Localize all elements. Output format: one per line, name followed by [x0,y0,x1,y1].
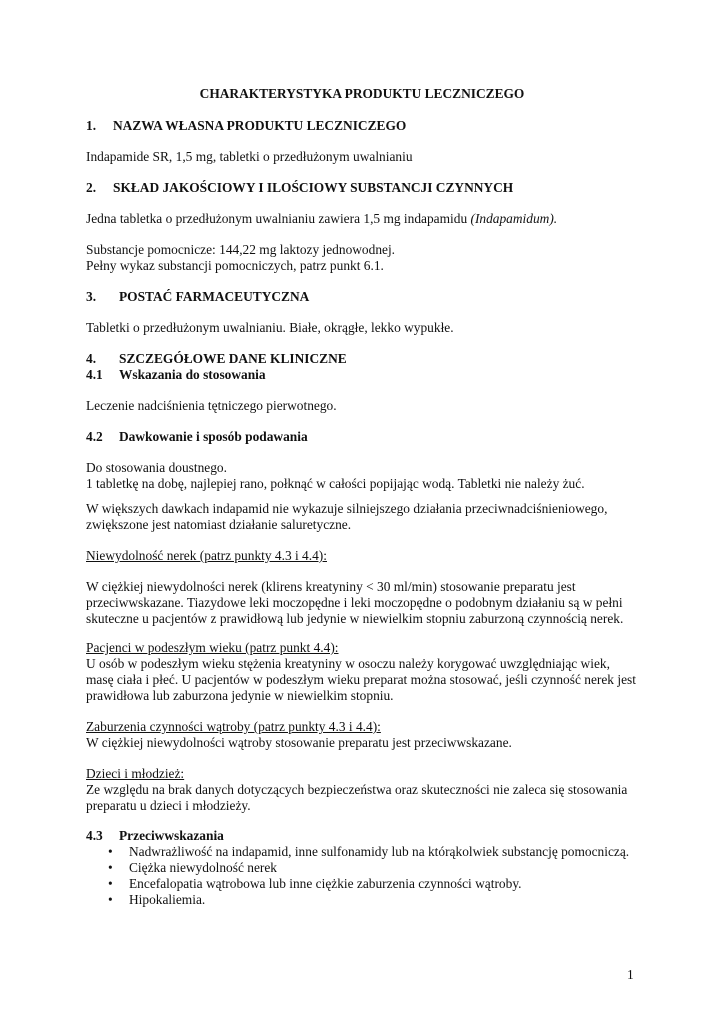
composition-paragraph [86,211,557,227]
renal-line-1: W ciężkiej niewydolności nerek (klirens kreatyniny < 30 ml/min) stosowanie preparatu jest [86,579,576,594]
section-1-number: 1. [86,118,97,133]
bullet-icon: • [108,876,113,891]
section-4-heading: SZCZEGÓŁOWE DANE KLINICZNE [119,351,347,366]
pharmaceutical-form-text: Tabletki o przedłużonym uwalnianiu. Białe, okrągłe, lekko wypukłe. [86,320,454,335]
section-2-heading: SKŁAD JAKOŚCIOWY I ILOŚCIOWY SUBSTANCJI CZYNNYCH [113,180,514,195]
renal-line-2: przeciwwskazane. Tiazydowe leki moczopędne i leki moczopędne o podobnym działaniu są w pełni [86,595,623,610]
section-3-heading: POSTAĆ FARMACEUTYCZNA [119,289,310,304]
bullet-icon: • [108,860,113,875]
higher-dose-line-1: W większych dawkach indapamid nie wykazuje silniejszego działania przeciwnadciśnieniowego, [86,501,608,516]
section-4-1-heading: Wskazania do stosowania [119,367,266,382]
section-2-number: 2. [86,180,97,195]
document-title: CHARAKTERYSTYKA PRODUKTU LECZNICZEGO [199,86,525,101]
section-4-2-number: 4.2 [86,429,103,444]
section-4-2-heading: Dawkowanie i sposób podawania [119,429,308,444]
section-4-number: 4. [86,351,97,366]
higher-dose-line-2: zwiększone jest natomiast działanie saluretyczne. [86,517,352,532]
children-line-2: preparatu u dzieci i młodzieży. [86,798,251,813]
excipients-line-1: Substancje pomocnicze: 144,22 mg laktozy jednowodnej. [86,242,396,257]
excipients-line-2: Pełny wykaz substancji pomocniczych, patrz punkt 6.1. [86,258,384,273]
hepatic-impairment-heading: Zaburzenia czynności wątroby (patrz punkty 4.3 i 4.4): [86,719,381,734]
section-4-3-heading: Przeciwwskazania [119,828,224,843]
composition-text: Jedna tabletka o przedłużonym uwalnianiu zawiera 1,5 mg indapamidu [86,211,471,226]
children-heading: Dzieci i młodzież: [86,766,185,781]
elderly-heading: Pacjenci w podeszłym wieku (patrz punkt 4.4): [86,640,339,655]
composition-latin-name: (Indapamidum). [470,211,558,226]
bullet-icon: • [108,892,113,907]
renal-impairment-heading: Niewydolność nerek (patrz punkty 4.3 i 4.4): [86,548,327,563]
elderly-line-3: prawidłowa lub zaburzona jedynie w niewielkim stopniu. [86,688,394,703]
indications-text: Leczenie nadciśnienia tętniczego pierwotnego. [86,398,337,413]
product-name-text: Indapamide SR, 1,5 mg, tabletki o przedłużonym uwalnianiu [86,149,413,164]
renal-line-3: skuteczne u pacjentów z prawidłową lub jedynie w niewielkim stopniu zaburzoną czynnością nerek. [86,611,624,626]
bullet-icon: • [108,844,113,859]
elderly-line-1: U osób w podeszłym wieku stężenia kreatyniny w osoczu należy korygować uwzględniając wiek, [86,656,610,671]
section-4-3-number: 4.3 [86,828,103,843]
contraindication-item: Encefalopatia wątrobowa lub inne ciężkie zaburzenia czynności wątroby. [129,876,522,891]
hepatic-line-1: W ciężkiej niewydolności wątroby stosowanie preparatu jest przeciwwskazane. [86,735,512,750]
section-1-heading: NAZWA WŁASNA PRODUKTU LECZNICZEGO [113,118,407,133]
section-4-1-number: 4.1 [86,367,103,382]
contraindication-item: Nadwrażliwość na indapamid, inne sulfonamidy lub na którąkolwiek substancję pomocniczą. [129,844,630,859]
dosage-line-1: Do stosowania doustnego. [86,460,227,475]
elderly-line-2: masę ciała i płeć. U pacjentów w podeszłym wieku preparat można stosować, jeśli czynność nerek jest [86,672,636,687]
contraindication-item: Hipokaliemia. [129,892,206,907]
dosage-line-2: 1 tabletkę na dobę, najlepiej rano, połknąć w całości popijając wodą. Tabletki nie należy żuć. [86,476,585,491]
children-line-1: Ze względu na brak danych dotyczących bezpieczeństwa oraz skuteczności nie zaleca się stosowania [86,782,628,797]
section-3-number: 3. [86,289,97,304]
contraindication-item: Ciężka niewydolność nerek [129,860,277,875]
page-number: 1 [627,967,634,982]
